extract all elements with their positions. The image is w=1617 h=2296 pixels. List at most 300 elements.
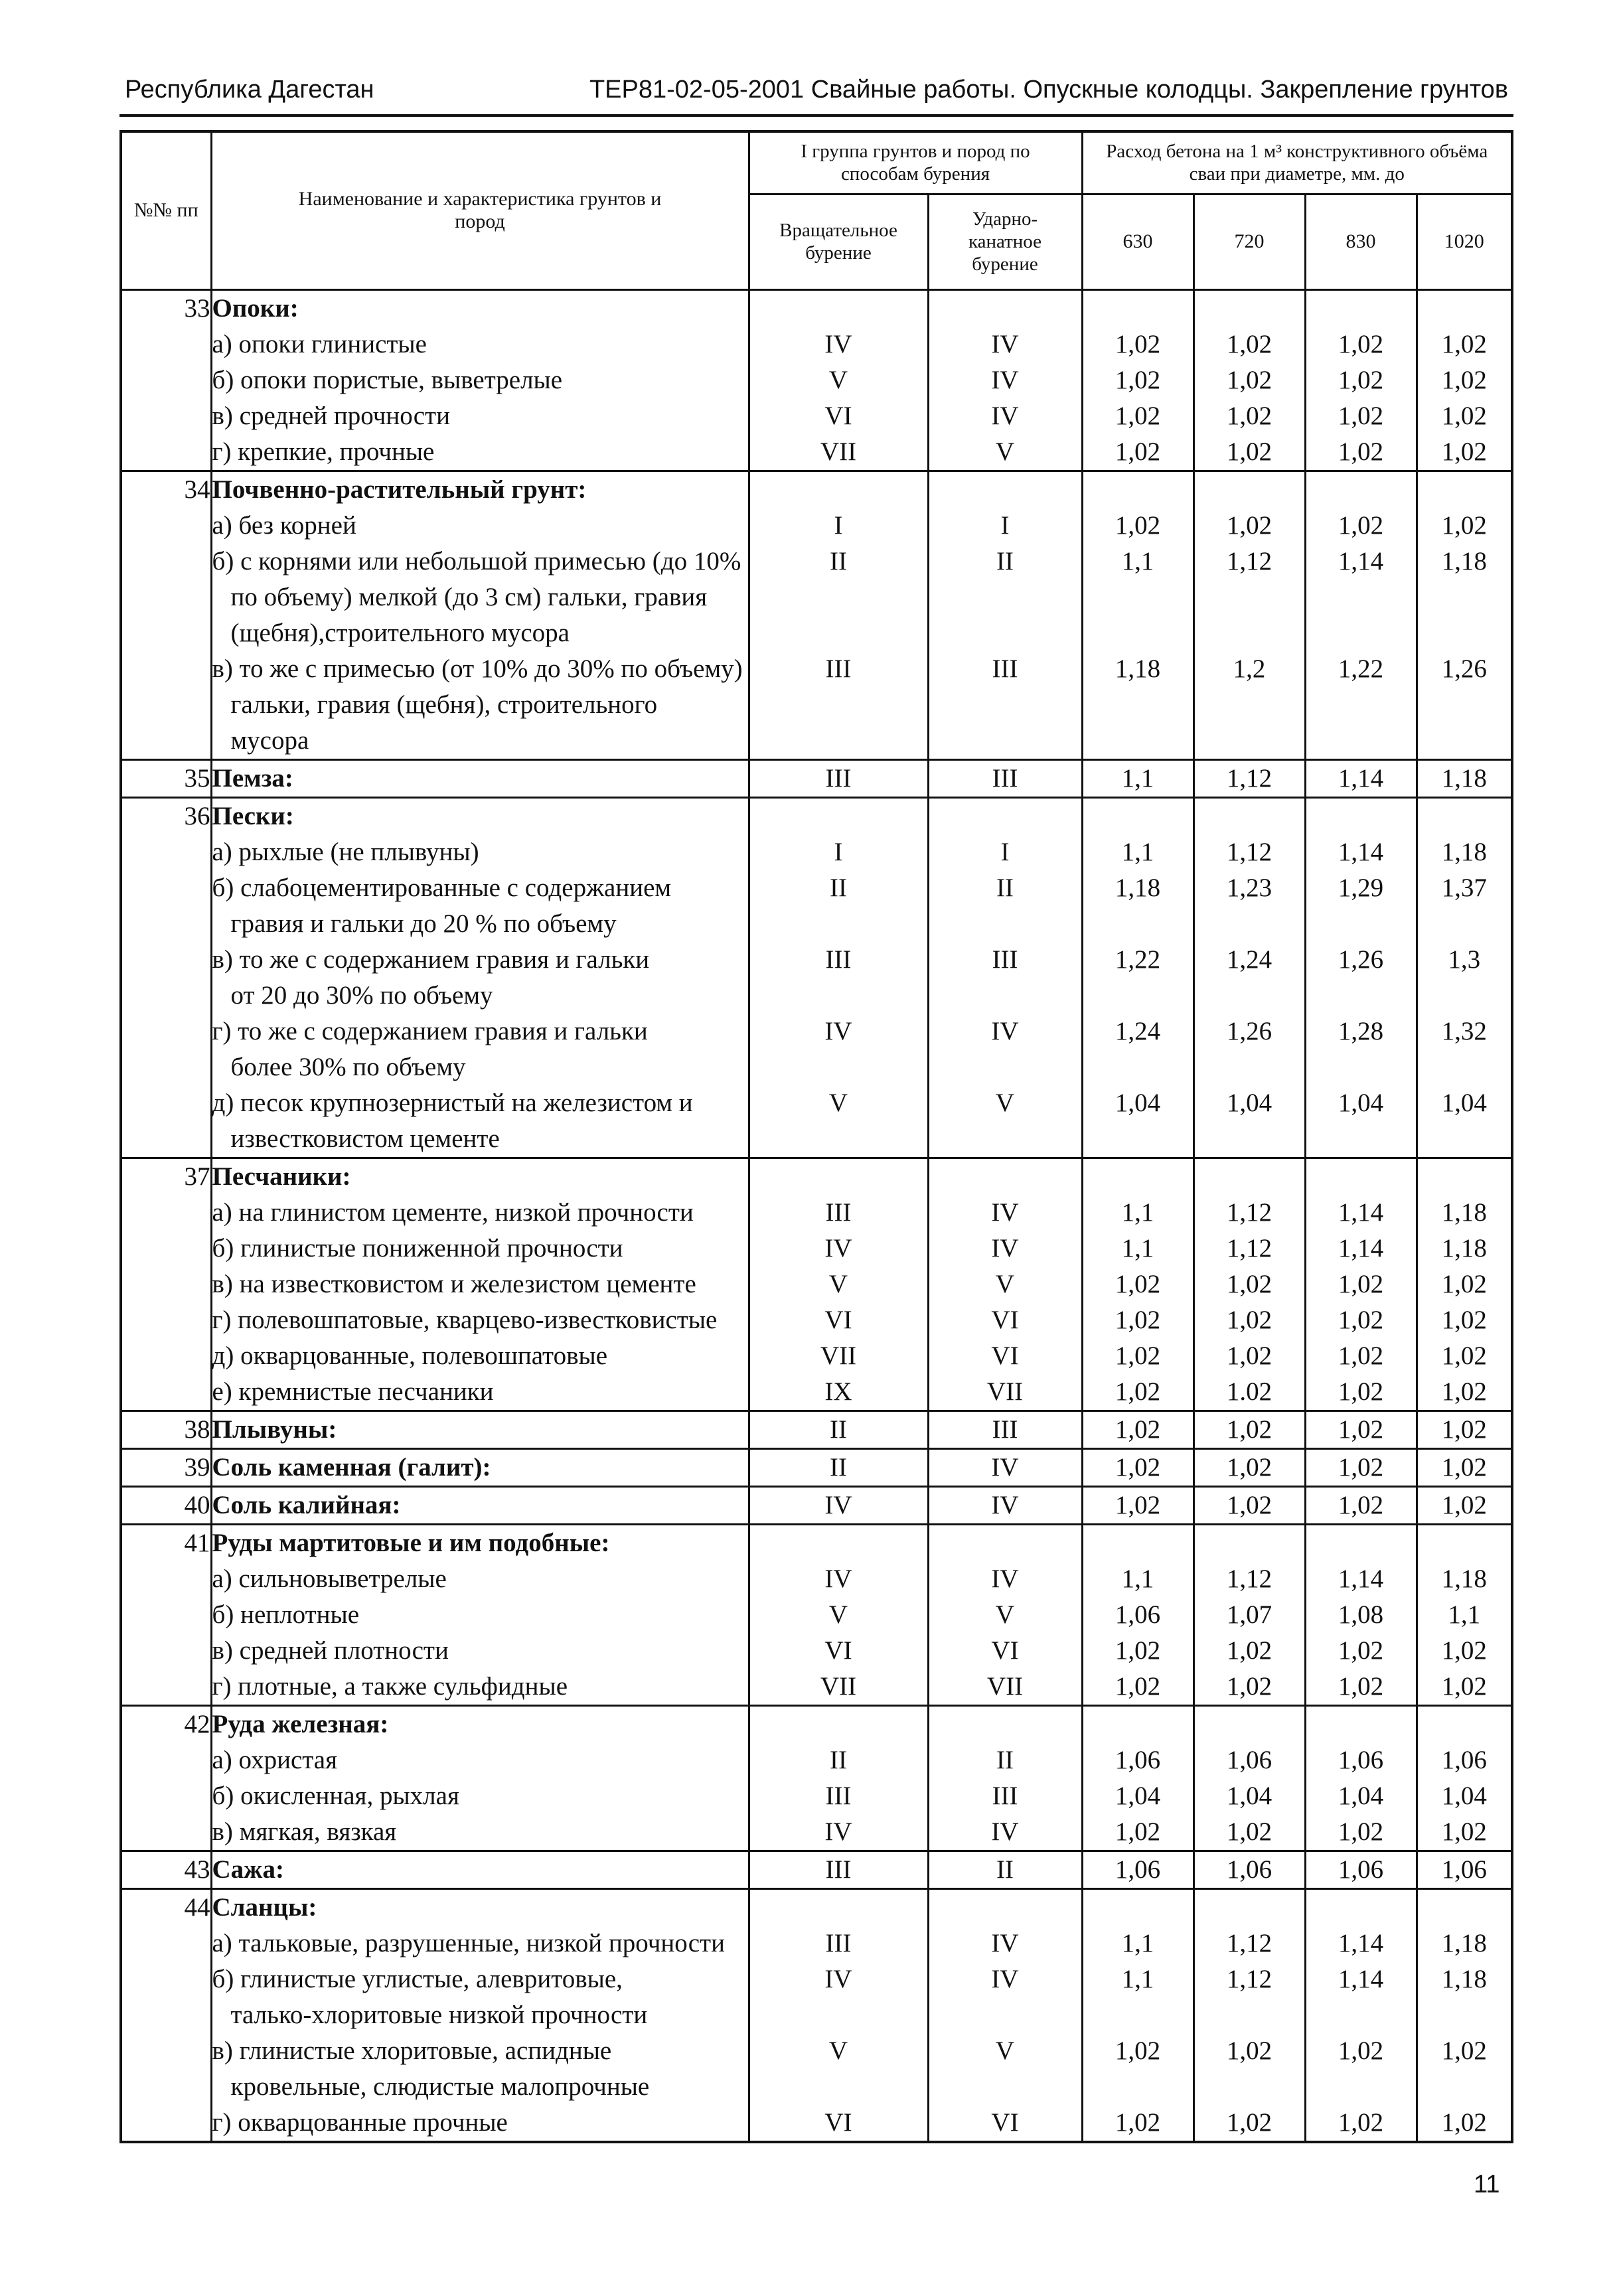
- consumption-630-cell: 1,06: [1082, 1851, 1194, 1888]
- header-d630: 630: [1082, 194, 1194, 289]
- consumption-830-cell: [1305, 471, 1417, 508]
- consumption-720-cell: 1,12: [1194, 544, 1305, 579]
- row-description: а) без корней: [211, 508, 749, 544]
- consumption-830-cell: 1,02: [1305, 1302, 1417, 1338]
- consumption-1020-cell: 1,02: [1417, 1266, 1512, 1302]
- table-row: [121, 906, 1512, 942]
- consumption-630-cell: [1082, 978, 1194, 1014]
- rotary-group-cell: III: [749, 759, 928, 797]
- row-description: в) средней плотности: [211, 1633, 749, 1669]
- consumption-830-cell: 1,04: [1305, 1085, 1417, 1121]
- table-row: [121, 797, 1512, 834]
- row-number: 39: [121, 1448, 211, 1486]
- consumption-630-cell: [1082, 1705, 1194, 1742]
- table-row: [121, 1266, 1512, 1302]
- consumption-630-cell: 1,02: [1082, 1266, 1194, 1302]
- table-row: [121, 1121, 1512, 1158]
- consumption-1020-cell: [1417, 1158, 1512, 1195]
- rotary-group-cell: [749, 687, 928, 723]
- consumption-830-cell: 1,02: [1305, 1338, 1417, 1374]
- rotary-group-cell: [749, 1158, 928, 1195]
- consumption-1020-cell: 1,02: [1417, 2033, 1512, 2069]
- row-number: [121, 1814, 211, 1851]
- table-row: [121, 2105, 1512, 2142]
- consumption-830-cell: [1305, 687, 1417, 723]
- row-number: 44: [121, 1888, 211, 1926]
- consumption-720-cell: 1,02: [1194, 327, 1305, 362]
- row-number: [121, 508, 211, 544]
- consumption-630-cell: [1082, 906, 1194, 942]
- consumption-1020-cell: 1,02: [1417, 434, 1512, 471]
- table-row: [121, 978, 1512, 1014]
- consumption-630-cell: [1082, 471, 1194, 508]
- row-number: [121, 651, 211, 687]
- row-number: 34: [121, 471, 211, 508]
- header-name: Наименование и характеристика грунтов и пород: [211, 131, 749, 289]
- consumption-1020-cell: 1,02: [1417, 1669, 1512, 1706]
- rotary-group-cell: III: [749, 1778, 928, 1814]
- row-number: [121, 1926, 211, 1961]
- consumption-720-cell: 1,04: [1194, 1778, 1305, 1814]
- table-row: [121, 544, 1512, 579]
- consumption-630-cell: 1,02: [1082, 362, 1194, 398]
- consumption-720-cell: 1,02: [1194, 2033, 1305, 2069]
- rotary-group-cell: II: [749, 544, 928, 579]
- consumption-1020-cell: [1417, 1888, 1512, 1926]
- header-rotary: Вращательное бурение: [749, 194, 928, 289]
- percussion-group-cell: II: [928, 1851, 1082, 1888]
- consumption-630-cell: 1,02: [1082, 1411, 1194, 1448]
- consumption-830-cell: 1,02: [1305, 398, 1417, 434]
- table-row: [121, 2033, 1512, 2069]
- header-group: I группа грунтов и пород по способам бурения: [749, 131, 1082, 194]
- rotary-group-cell: [749, 615, 928, 651]
- percussion-group-cell: VII: [928, 1374, 1082, 1411]
- rotary-group-cell: VII: [749, 1338, 928, 1374]
- consumption-830-cell: 1,14: [1305, 1961, 1417, 1997]
- percussion-group-cell: III: [928, 759, 1082, 797]
- consumption-1020-cell: 1,04: [1417, 1778, 1512, 1814]
- consumption-830-cell: 1,02: [1305, 2105, 1417, 2142]
- table-row: [121, 615, 1512, 651]
- consumption-720-cell: 1,07: [1194, 1597, 1305, 1633]
- consumption-830-cell: [1305, 1705, 1417, 1742]
- table-row: [121, 1448, 1512, 1486]
- rotary-group-cell: V: [749, 362, 928, 398]
- consumption-1020-cell: 1,02: [1417, 1374, 1512, 1411]
- table-row: [121, 687, 1512, 723]
- row-description: в) мягкая, вязкая: [211, 1814, 749, 1851]
- row-number: 40: [121, 1486, 211, 1524]
- row-number: [121, 978, 211, 1014]
- consumption-1020-cell: 1,18: [1417, 544, 1512, 579]
- consumption-630-cell: [1082, 1524, 1194, 1561]
- consumption-830-cell: [1305, 978, 1417, 1014]
- consumption-830-cell: 1,14: [1305, 1231, 1417, 1266]
- consumption-830-cell: 1,02: [1305, 1486, 1417, 1524]
- consumption-830-cell: 1,02: [1305, 2033, 1417, 2069]
- row-number: [121, 1231, 211, 1266]
- consumption-630-cell: [1082, 579, 1194, 615]
- consumption-630-cell: [1082, 1049, 1194, 1085]
- consumption-630-cell: [1082, 289, 1194, 327]
- consumption-630-cell: [1082, 2069, 1194, 2105]
- rotary-group-cell: IV: [749, 1814, 928, 1851]
- percussion-group-cell: IV: [928, 1231, 1082, 1266]
- table-row: [121, 398, 1512, 434]
- row-number: [121, 544, 211, 579]
- table-row: [121, 1778, 1512, 1814]
- percussion-group-cell: V: [928, 1266, 1082, 1302]
- consumption-720-cell: [1194, 687, 1305, 723]
- group-title: Почвенно-растительный грунт:: [211, 471, 749, 508]
- consumption-720-cell: [1194, 1121, 1305, 1158]
- percussion-group-cell: IV: [928, 1926, 1082, 1961]
- consumption-830-cell: 1,26: [1305, 942, 1417, 978]
- consumption-830-cell: 1,14: [1305, 1195, 1417, 1231]
- rotary-group-cell: [749, 289, 928, 327]
- percussion-group-cell: V: [928, 1597, 1082, 1633]
- row-number: 35: [121, 759, 211, 797]
- row-description: г) то же с содержанием гравия и гальки: [211, 1014, 749, 1049]
- row-number: [121, 579, 211, 615]
- consumption-1020-cell: [1417, 1049, 1512, 1085]
- consumption-830-cell: 1,22: [1305, 651, 1417, 687]
- consumption-720-cell: 1,02: [1194, 1633, 1305, 1669]
- row-number: [121, 1633, 211, 1669]
- percussion-group-cell: III: [928, 651, 1082, 687]
- group-title: Опоки:: [211, 289, 749, 327]
- consumption-630-cell: 1,02: [1082, 2033, 1194, 2069]
- percussion-group-cell: IV: [928, 327, 1082, 362]
- consumption-630-cell: 1,1: [1082, 1926, 1194, 1961]
- group-title: Плывуны:: [211, 1411, 749, 1448]
- consumption-720-cell: [1194, 2069, 1305, 2105]
- rotary-group-cell: [749, 2069, 928, 2105]
- row-number: [121, 2069, 211, 2105]
- row-number: [121, 2105, 211, 2142]
- row-number: [121, 1085, 211, 1121]
- consumption-830-cell: [1305, 289, 1417, 327]
- consumption-830-cell: [1305, 1524, 1417, 1561]
- table-row: [121, 1014, 1512, 1049]
- table-row: [121, 1158, 1512, 1195]
- consumption-720-cell: [1194, 978, 1305, 1014]
- consumption-830-cell: 1,29: [1305, 870, 1417, 906]
- rotary-group-cell: III: [749, 1195, 928, 1231]
- consumption-830-cell: 1,02: [1305, 434, 1417, 471]
- header-d1020: 1020: [1417, 194, 1512, 289]
- rotary-group-cell: [749, 1121, 928, 1158]
- soil-table: [119, 130, 1513, 2143]
- consumption-630-cell: [1082, 1121, 1194, 1158]
- page-header: [119, 72, 1513, 117]
- percussion-group-cell: VI: [928, 1302, 1082, 1338]
- consumption-1020-cell: [1417, 1705, 1512, 1742]
- row-description: г) плотные, а также сульфидные: [211, 1669, 749, 1706]
- consumption-1020-cell: [1417, 1121, 1512, 1158]
- percussion-group-cell: [928, 906, 1082, 942]
- rotary-group-cell: IX: [749, 1374, 928, 1411]
- row-description: гравия и гальки до 20 % по объему: [211, 906, 749, 942]
- consumption-720-cell: 1,02: [1194, 1302, 1305, 1338]
- group-title: Пески:: [211, 797, 749, 834]
- percussion-group-cell: IV: [928, 1814, 1082, 1851]
- row-description: в) то же с содержанием гравия и гальки: [211, 942, 749, 978]
- row-number: [121, 398, 211, 434]
- consumption-720-cell: [1194, 1888, 1305, 1926]
- row-number: [121, 1338, 211, 1374]
- consumption-630-cell: [1082, 1888, 1194, 1926]
- table-row: [121, 1524, 1512, 1561]
- row-number: [121, 1669, 211, 1706]
- table-row: [121, 1338, 1512, 1374]
- table-row: [121, 1814, 1512, 1851]
- rotary-group-cell: I: [749, 508, 928, 544]
- row-number: 37: [121, 1158, 211, 1195]
- percussion-group-cell: IV: [928, 1561, 1082, 1597]
- row-description: г) окварцованные прочные: [211, 2105, 749, 2142]
- rotary-group-cell: VII: [749, 1669, 928, 1706]
- consumption-830-cell: 1,02: [1305, 1448, 1417, 1486]
- row-description: д) окварцованные, полевошпатовые: [211, 1338, 749, 1374]
- consumption-1020-cell: 1,18: [1417, 1561, 1512, 1597]
- consumption-720-cell: 1,02: [1194, 362, 1305, 398]
- percussion-group-cell: V: [928, 434, 1082, 471]
- table-row: [121, 870, 1512, 906]
- consumption-630-cell: 1,02: [1082, 434, 1194, 471]
- consumption-630-cell: 1,18: [1082, 651, 1194, 687]
- row-description: г) полевошпатовые, кварцево-известковистые: [211, 1302, 749, 1338]
- row-number: [121, 615, 211, 651]
- consumption-830-cell: [1305, 615, 1417, 651]
- consumption-720-cell: 1,26: [1194, 1014, 1305, 1049]
- consumption-630-cell: 1,06: [1082, 1742, 1194, 1778]
- row-number: [121, 1742, 211, 1778]
- consumption-630-cell: 1,1: [1082, 1561, 1194, 1597]
- rotary-group-cell: I: [749, 834, 928, 870]
- rotary-group-cell: III: [749, 1851, 928, 1888]
- percussion-group-cell: [928, 2069, 1082, 2105]
- table-body: [121, 289, 1512, 2142]
- consumption-830-cell: 1,02: [1305, 1669, 1417, 1706]
- consumption-720-cell: [1194, 1705, 1305, 1742]
- percussion-group-cell: [928, 1524, 1082, 1561]
- table-row: [121, 1705, 1512, 1742]
- consumption-630-cell: 1,02: [1082, 508, 1194, 544]
- table-row: [121, 1195, 1512, 1231]
- consumption-830-cell: 1,02: [1305, 508, 1417, 544]
- consumption-720-cell: [1194, 1158, 1305, 1195]
- consumption-630-cell: 1,1: [1082, 1961, 1194, 1997]
- rotary-group-cell: [749, 1888, 928, 1926]
- table-row: [121, 1231, 1512, 1266]
- consumption-720-cell: 1,02: [1194, 1448, 1305, 1486]
- percussion-group-cell: V: [928, 1085, 1082, 1121]
- row-number: [121, 723, 211, 760]
- table-row: [121, 1888, 1512, 1926]
- consumption-720-cell: [1194, 1524, 1305, 1561]
- consumption-720-cell: 1,12: [1194, 1961, 1305, 1997]
- row-description: а) рыхлые (не плывуны): [211, 834, 749, 870]
- consumption-830-cell: [1305, 906, 1417, 942]
- consumption-830-cell: [1305, 1997, 1417, 2033]
- consumption-1020-cell: 1,02: [1417, 327, 1512, 362]
- consumption-1020-cell: [1417, 723, 1512, 760]
- table-row: [121, 1302, 1512, 1338]
- consumption-630-cell: 1,02: [1082, 1486, 1194, 1524]
- consumption-1020-cell: [1417, 579, 1512, 615]
- consumption-720-cell: 1,06: [1194, 1742, 1305, 1778]
- consumption-830-cell: [1305, 723, 1417, 760]
- consumption-720-cell: 1,12: [1194, 834, 1305, 870]
- consumption-1020-cell: [1417, 615, 1512, 651]
- consumption-630-cell: 1,02: [1082, 2105, 1194, 2142]
- consumption-1020-cell: [1417, 687, 1512, 723]
- table-row: [121, 651, 1512, 687]
- consumption-1020-cell: 1,02: [1417, 1448, 1512, 1486]
- consumption-1020-cell: [1417, 2069, 1512, 2105]
- consumption-830-cell: 1,14: [1305, 1926, 1417, 1961]
- rotary-group-cell: [749, 471, 928, 508]
- percussion-group-cell: III: [928, 1778, 1082, 1814]
- rotary-group-cell: V: [749, 1597, 928, 1633]
- percussion-group-cell: IV: [928, 1014, 1082, 1049]
- rotary-group-cell: IV: [749, 1014, 928, 1049]
- percussion-group-cell: III: [928, 1411, 1082, 1448]
- consumption-1020-cell: 1,02: [1417, 1814, 1512, 1851]
- consumption-1020-cell: 1,06: [1417, 1851, 1512, 1888]
- percussion-group-cell: IV: [928, 1195, 1082, 1231]
- consumption-1020-cell: [1417, 906, 1512, 942]
- row-number: [121, 1014, 211, 1049]
- consumption-1020-cell: [1417, 978, 1512, 1014]
- consumption-830-cell: 1,02: [1305, 1374, 1417, 1411]
- row-description: в) глинистые хлоритовые, аспидные: [211, 2033, 749, 2069]
- group-title: Руда железная:: [211, 1705, 749, 1742]
- consumption-630-cell: 1,02: [1082, 1302, 1194, 1338]
- row-number: [121, 1997, 211, 2033]
- rotary-group-cell: [749, 906, 928, 942]
- percussion-group-cell: [928, 1158, 1082, 1195]
- row-number: 41: [121, 1524, 211, 1561]
- consumption-830-cell: 1,02: [1305, 1266, 1417, 1302]
- consumption-720-cell: 1,02: [1194, 508, 1305, 544]
- consumption-1020-cell: 1,02: [1417, 1338, 1512, 1374]
- consumption-1020-cell: 1,02: [1417, 1411, 1512, 1448]
- consumption-720-cell: [1194, 797, 1305, 834]
- consumption-1020-cell: [1417, 471, 1512, 508]
- consumption-630-cell: 1,04: [1082, 1778, 1194, 1814]
- rotary-group-cell: IV: [749, 1231, 928, 1266]
- consumption-630-cell: 1,02: [1082, 1448, 1194, 1486]
- row-number: [121, 362, 211, 398]
- consumption-720-cell: [1194, 1997, 1305, 2033]
- consumption-720-cell: 1,23: [1194, 870, 1305, 906]
- percussion-group-cell: [928, 1997, 1082, 2033]
- percussion-group-cell: III: [928, 942, 1082, 978]
- consumption-1020-cell: 1,02: [1417, 2105, 1512, 2142]
- table-row: [121, 1926, 1512, 1961]
- row-number: [121, 327, 211, 362]
- rotary-group-cell: V: [749, 1266, 928, 1302]
- row-description: а) сильновыветрелые: [211, 1561, 749, 1597]
- consumption-830-cell: [1305, 1121, 1417, 1158]
- percussion-group-cell: I: [928, 834, 1082, 870]
- consumption-1020-cell: [1417, 289, 1512, 327]
- table-row: [121, 289, 1512, 327]
- table-row: [121, 1597, 1512, 1633]
- consumption-830-cell: 1,14: [1305, 1561, 1417, 1597]
- consumption-1020-cell: 1,02: [1417, 1302, 1512, 1338]
- row-description: гальки, гравия (щебня), строительного: [211, 687, 749, 723]
- row-number: 36: [121, 797, 211, 834]
- consumption-630-cell: 1,04: [1082, 1085, 1194, 1121]
- consumption-720-cell: [1194, 471, 1305, 508]
- consumption-830-cell: 1,02: [1305, 1633, 1417, 1669]
- row-description: а) опоки глинистые: [211, 327, 749, 362]
- group-title: Руды мартитовые и им подобные:: [211, 1524, 749, 1561]
- consumption-1020-cell: 1,18: [1417, 1195, 1512, 1231]
- consumption-630-cell: 1,1: [1082, 1195, 1194, 1231]
- consumption-720-cell: [1194, 723, 1305, 760]
- rotary-group-cell: V: [749, 2033, 928, 2069]
- table-row: [121, 1633, 1512, 1669]
- consumption-1020-cell: 1,18: [1417, 834, 1512, 870]
- percussion-group-cell: VI: [928, 1633, 1082, 1669]
- row-description: мусора: [211, 723, 749, 760]
- consumption-1020-cell: [1417, 1524, 1512, 1561]
- consumption-830-cell: 1,14: [1305, 544, 1417, 579]
- consumption-720-cell: [1194, 1049, 1305, 1085]
- consumption-630-cell: 1,06: [1082, 1597, 1194, 1633]
- consumption-1020-cell: 1,26: [1417, 651, 1512, 687]
- percussion-group-cell: [928, 471, 1082, 508]
- table-row: [121, 1961, 1512, 1997]
- consumption-720-cell: 1,02: [1194, 1814, 1305, 1851]
- rotary-group-cell: IV: [749, 1561, 928, 1597]
- rotary-group-cell: [749, 1705, 928, 1742]
- percussion-group-cell: [928, 579, 1082, 615]
- row-description: б) окисленная, рыхлая: [211, 1778, 749, 1814]
- consumption-720-cell: 1,2: [1194, 651, 1305, 687]
- percussion-group-cell: [928, 1705, 1082, 1742]
- consumption-720-cell: 1,02: [1194, 1486, 1305, 1524]
- row-number: 33: [121, 289, 211, 327]
- group-title: Соль каменная (галит):: [211, 1448, 749, 1486]
- row-description: е) кремнистые песчаники: [211, 1374, 749, 1411]
- consumption-630-cell: 1,02: [1082, 1338, 1194, 1374]
- consumption-830-cell: 1,02: [1305, 362, 1417, 398]
- row-number: [121, 870, 211, 906]
- row-number: [121, 1561, 211, 1597]
- consumption-830-cell: 1,06: [1305, 1742, 1417, 1778]
- consumption-720-cell: 1,12: [1194, 1231, 1305, 1266]
- consumption-720-cell: 1,02: [1194, 1411, 1305, 1448]
- row-description: более 30% по объему: [211, 1049, 749, 1085]
- consumption-630-cell: 1,1: [1082, 759, 1194, 797]
- rotary-group-cell: II: [749, 1448, 928, 1486]
- group-title: Соль калийная:: [211, 1486, 749, 1524]
- consumption-720-cell: [1194, 906, 1305, 942]
- percussion-group-cell: IV: [928, 398, 1082, 434]
- header-consumption: Расход бетона на 1 м³ конструктивного объёма сваи при диаметре, мм. до: [1082, 131, 1512, 194]
- percussion-group-cell: VI: [928, 2105, 1082, 2142]
- table-row: [121, 1049, 1512, 1085]
- consumption-830-cell: 1,28: [1305, 1014, 1417, 1049]
- row-number: [121, 942, 211, 978]
- consumption-830-cell: [1305, 2069, 1417, 2105]
